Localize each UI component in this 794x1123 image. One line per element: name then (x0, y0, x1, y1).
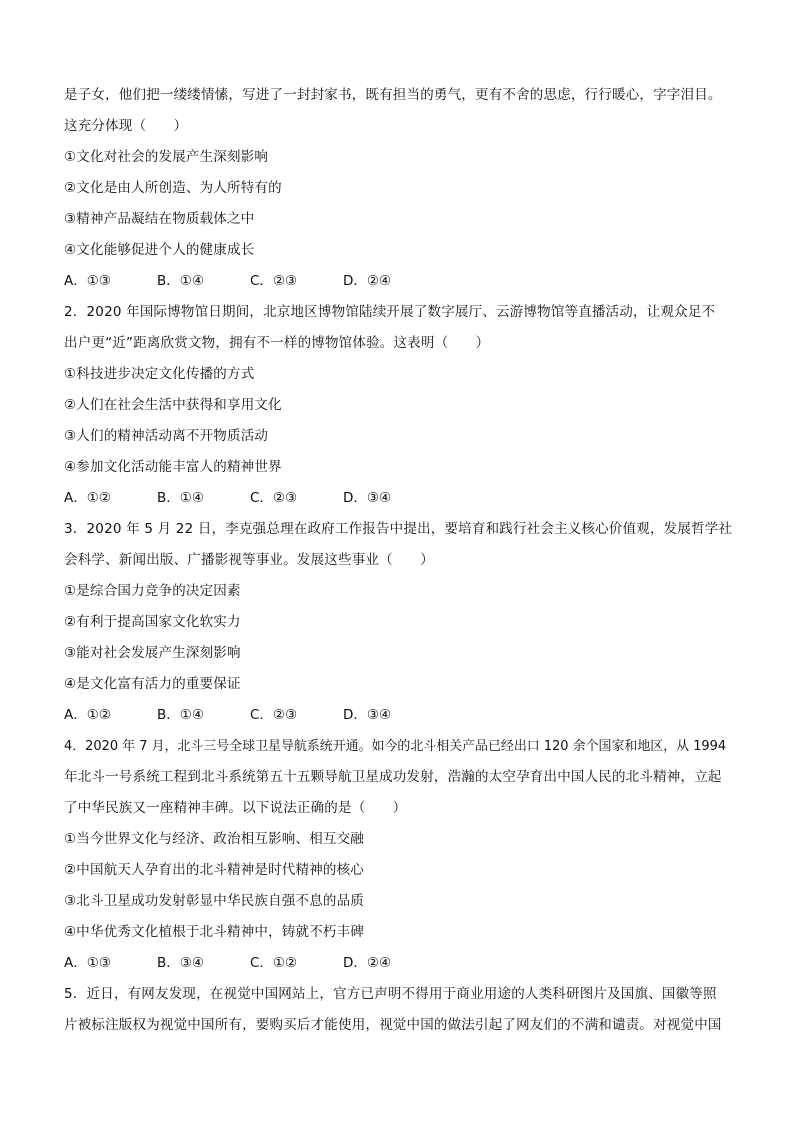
option-statement: ④文化能够促进个人的健康成长 (64, 242, 255, 258)
question-stem-line: 年北斗一号系统工程到北斗系统第五十五颗导航卫星成功发射，浩瀚的太空孕育出中国人民的北斗精神，立起 (64, 769, 722, 785)
question-stem-line: 片被标注版权为视觉中国所有，要购买后才能使用，视觉中国的做法引起了网友们的不满和谴责。对视觉中国 (64, 1017, 722, 1033)
option-statement: ①当今世界文化与经济、政治相互影响、相互交融 (64, 831, 365, 847)
option-statement: ④是文化富有活力的重要保证 (64, 676, 241, 692)
option-statement: ①文化对社会的发展产生深刻影响 (64, 149, 269, 165)
exam-page (64, 80, 744, 1041)
option-statement: ③能对社会发展产生深刻影响 (64, 645, 241, 661)
question-stem-line: 会科学、新闻出版、广播影视等事业。发展这些事业（ ） (64, 552, 434, 568)
question-2 (64, 297, 744, 514)
question-stem-line: 出户更“近”距离欣赏文物，拥有不一样的博物馆体验。这表明（ ） (64, 335, 490, 351)
choice-c: C．①② (250, 955, 298, 971)
choice-a: A．①③ (64, 955, 111, 971)
answer-choices (64, 948, 744, 979)
question-stem-line: 这充分体现（ ） (64, 118, 188, 134)
question-5 (64, 979, 744, 1041)
option-statement: ①科技进步决定文化传播的方式 (64, 366, 255, 382)
question-stem-line: 了中华民族又一座精神丰碑。以下说法正确的是（ ） (64, 800, 407, 816)
option-statement: ④中华优秀文化植根于北斗精神中，铸就不朽丰碑 (64, 924, 365, 940)
choice-d: D．③④ (343, 490, 392, 506)
option-statement: ④参加文化活动能丰富人的精神世界 (64, 459, 282, 475)
option-statement: ①是综合国力竞争的决定因素 (64, 583, 241, 599)
question-4 (64, 731, 744, 979)
choice-a: A．①② (64, 490, 111, 506)
option-statement: ②有利于提高国家文化软实力 (64, 614, 241, 630)
option-statement: ③精神产品凝结在物质载体之中 (64, 211, 255, 227)
choice-b: B．①④ (157, 490, 204, 506)
choice-c: C．②③ (250, 707, 298, 723)
choice-b: B．①④ (157, 273, 204, 289)
option-statement: ③北斗卫星成功发射彰显中华民族自强不息的品质 (64, 893, 365, 909)
question-stem-line: 2．2020 年国际博物馆日期间，北京地区博物馆陆续开展了数字展厅、云游博物馆等直播活动，让观众足不 (64, 304, 716, 320)
question-stem-line: 5．近日，有网友发现，在视觉中国网站上，官方已声明不得用于商业用途的人类科研图片及国旗、国徽等照 (64, 986, 717, 1002)
choice-a: A．①③ (64, 273, 111, 289)
question-stem-line: 4．2020 年 7 月，北斗三号全球卫星导航系统开通。如今的北斗相关产品已经出口 120 余个国家和地区，从 1994 (64, 739, 727, 754)
option-statement: ②文化是由人所创造、为人所特有的 (64, 180, 282, 196)
choice-d: D．②④ (343, 955, 392, 971)
option-statement: ②中国航天人孕育出的北斗精神是时代精神的核心 (64, 862, 365, 878)
choice-b: B．③④ (157, 955, 204, 971)
choice-c: C．②③ (250, 490, 298, 506)
choice-a: A．①② (64, 707, 111, 723)
question-3 (64, 514, 744, 731)
choice-b: B．①④ (157, 707, 204, 723)
choice-c: C．②③ (250, 273, 298, 289)
question-stem-line: 3．2020 年 5 月 22 日，李克强总理在政府工作报告中提出，要培育和践行社会主义核心价值观，发展哲学社 (64, 521, 733, 537)
choice-d: D．②④ (343, 273, 392, 289)
choice-d: D．③④ (343, 707, 392, 723)
option-statement: ③人们的精神活动离不开物质活动 (64, 428, 269, 444)
answer-choices (64, 700, 744, 731)
question-1-continued (64, 80, 744, 297)
answer-choices (64, 483, 744, 514)
question-stem-line: 是子女，他们把一缕缕情愫，写进了一封封家书，既有担当的勇气，更有不舍的思虑，行行暖心，字字泪目。 (64, 87, 722, 103)
answer-choices (64, 266, 744, 297)
option-statement: ②人们在社会生活中获得和享用文化 (64, 397, 282, 413)
